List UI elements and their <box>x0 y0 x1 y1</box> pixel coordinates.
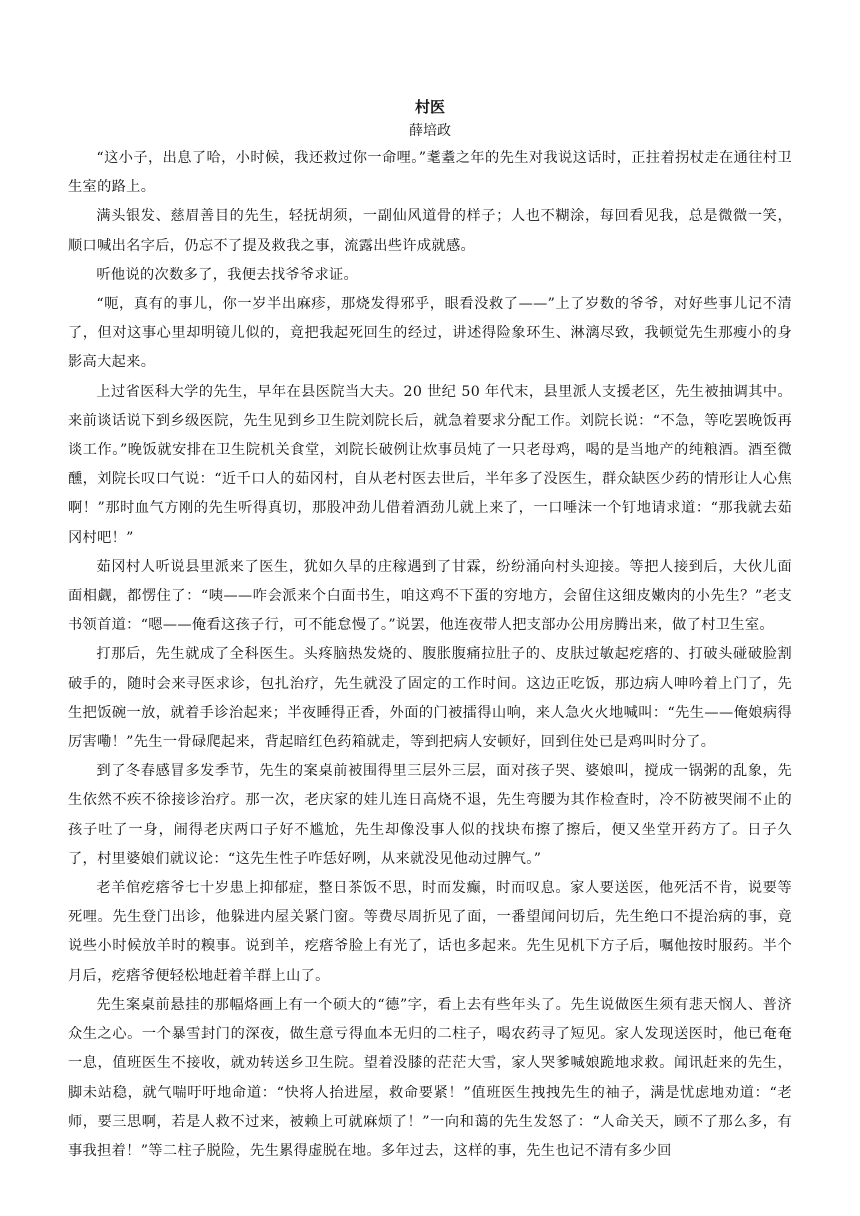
paragraph: 上过省医科大学的先生，早年在县医院当大夫。20 世纪 50 年代末，县里派人支援老区，先生被抽调其中。来前谈话说下到乡级医院，先生见到乡卫生院刘院长后，就急着要求分配工作。刘院长说：“不急，等吃罢晚饭再谈工作。”晚饭就安排在卫生院机关食堂，刘院长破例让炊事员炖了一只老母鸡，喝的是当地产的纯粮酒。酒至微醺，刘院长叹口气说：“近千口人的茹冈村，自从老村医去世后，半年多了没医生，群众缺医少药的情形让人心焦啊！”那时血气方刚的先生听得真切，那股冲劲儿借着酒劲儿就上来了，一口唾沫一个钉地请求道：“那我就去茹冈村吧！” <box>68 383 792 546</box>
article-body <box>68 144 792 1166</box>
paragraph: 老羊倌疙瘩爷七十岁患上抑郁症，整日茶饭不思，时而发癫，时而叹息。家人要送医，他死活不肯，说要等死哩。先生登门出诊，他躲进内屋关紧门窗。等费尽周折见了面，一番望闻问切后，先生绝口不提治病的事，竟说些小时候放羊时的糗事。说到羊，疙瘩爷脸上有光了，话也多起来。先生见机下方子后，嘱他按时服药。半个月后，疙瘩爷便轻松地赶着羊群上山了。 <box>68 880 792 984</box>
paragraph: “呃，真有的事儿，你一岁半出麻疹，那烧发得邪乎，眼看没救了——”上了岁数的爷爷，对好些事儿记不清了，但对这事心里却明镜儿似的，竟把我起死回生的经过，讲述得险象环生、淋漓尽致，我顿觉先生那瘦小的身影高大起来。 <box>68 296 792 371</box>
paragraph: 听他说的次数多了，我便去找爷爷求证。 <box>96 266 359 283</box>
paragraph: 到了冬春感冒多发季节，先生的案桌前被围得里三层外三层，面对孩子哭、婆娘叫，搅成一锅粥的乱象，先生依然不疾不徐接诊治疗。那一次，老庆家的娃儿连日高烧不退，先生弯腰为其作检查时，冷不防被哭闹不止的孩子吐了一身，闹得老庆两口子好不尴尬，先生却像没事人似的找块布擦了擦后，便又坐堂开药方了。日子久了，村里婆娘们就议论：“这先生性子咋恁好咧，从来就没见他动过脾气。” <box>68 763 792 867</box>
article-author: 薛培政 <box>409 123 451 139</box>
paragraph: 茹冈村人听说县里派来了医生，犹如久旱的庄稼遇到了甘霖，纷纷涌向村头迎接。等把人接到后，大伙儿面面相觑，都愣住了：“咦——咋会派来个白面书生，咱这鸡不下蛋的穷地方，会留住这细皮嫩肉的小先生？”老支书领首道：“嗯——俺看这孩子行，可不能怠慢了。”说罢，他连夜带人把支部办公用房腾出来，做了村卫生室。 <box>68 558 792 634</box>
article-title: 村医 <box>414 98 445 116</box>
paragraph: “这小子，出息了哈，小时候，我还救过你一命哩。”耄耋之年的先生对我说这话时，正拄着拐杖走在通往村卫生室的路上。 <box>68 150 792 196</box>
paragraph: 满头银发、慈眉善目的先生，轻抚胡须，一副仙风道骨的样子；人也不糊涂，每回看见我，总是微微一笑，顺口喊出名字后，仍忘不了提及救我之事，流露出些许成就感。 <box>68 208 792 254</box>
paragraph: 打那后，先生就成了全科医生。头疼脑热发烧的、腹胀腹痛拉肚子的、皮肤过敏起疙瘩的、打破头碰破脸割破手的，随时会来寻医求诊，包扎治疗，先生就没了固定的工作时间。这边正吃饭，那边病人呻吟着上门了，先生把饭碗一放，就着手诊治起来；半夜睡得正香，外面的门被擂得山响，来人急火火地喊叫：“先生——俺娘病得厉害嘞！”先生一骨碌爬起来，背起暗红色药箱就走，等到把病人安顿好，回到住处已是鸡叫时分了。 <box>68 646 792 751</box>
paragraph: 先生案桌前悬挂的那幅烙画上有一个硕大的“德”字，看上去有些年头了。先生说做医生须有悲天悯人、普济众生之心。一个暴雪封门的深夜，做生意亏得血本无归的二柱子，喝农药寻了短见。家人发现送医时，他已奄奄一息，值班医生不接收，就劝转送乡卫生院。望着没膝的茫茫大雪，家人哭爹喊娘跪地求救。闻讯赶来的先生，脚未站稳，就气喘吁吁地命道：“快将人抬进屋，救命要紧！”值班医生拽拽先生的袖子，满是忧虑地劝道：“老师，要三思啊，若是人救不过来，被赖上可就麻烦了！”一向和蔼的先生发怒了：“人命关天，顾不了那么多，有事我担着！”等二柱子脱险，先生累得虚脱在地。多年过去，这样的事，先生也记不清有多少回 <box>68 996 792 1159</box>
